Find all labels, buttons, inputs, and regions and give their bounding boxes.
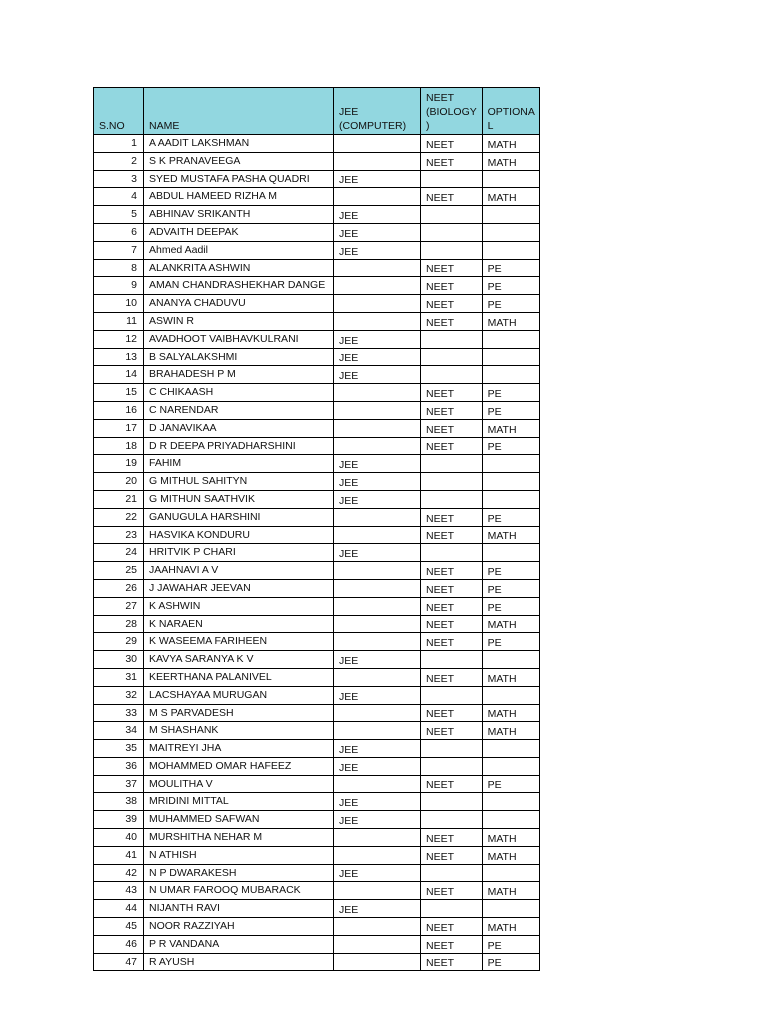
row-optional-cell <box>482 490 540 508</box>
row-jee-cell <box>334 846 421 864</box>
table-row <box>94 188 540 206</box>
row-optional-cell <box>482 473 540 491</box>
row-jee-cell <box>334 775 421 793</box>
row-optional-cell: PE <box>482 401 540 419</box>
row-neet-cell: NEET <box>421 579 483 597</box>
row-sno-cell: 8 <box>94 259 144 277</box>
row-neet-cell <box>421 793 483 811</box>
row-neet-cell <box>421 900 483 918</box>
row-optional-cell: PE <box>482 935 540 953</box>
row-name-cell: J JAWAHAR JEEVAN <box>144 579 334 597</box>
row-optional-cell <box>482 651 540 669</box>
row-jee-cell: JEE <box>334 757 421 775</box>
row-jee-cell <box>334 526 421 544</box>
header-name: NAME <box>144 88 334 135</box>
row-sno-cell: 9 <box>94 277 144 295</box>
row-jee-cell <box>334 277 421 295</box>
row-neet-cell <box>421 455 483 473</box>
row-optional-cell <box>482 366 540 384</box>
row-optional-cell: PE <box>482 597 540 615</box>
table-row <box>94 722 540 740</box>
row-name-cell: ABHINAV SRIKANTH <box>144 206 334 224</box>
row-name-cell: AVADHOOT VAIBHAVKULRANI <box>144 330 334 348</box>
row-neet-cell <box>421 811 483 829</box>
row-optional-cell <box>482 544 540 562</box>
table-row <box>94 508 540 526</box>
row-optional-cell: MATH <box>482 152 540 170</box>
row-neet-cell: NEET <box>421 562 483 580</box>
row-neet-cell: NEET <box>421 668 483 686</box>
table-row <box>94 579 540 597</box>
row-sno-cell: 33 <box>94 704 144 722</box>
row-sno-cell: 31 <box>94 668 144 686</box>
row-optional-cell <box>482 455 540 473</box>
row-sno-cell: 32 <box>94 686 144 704</box>
row-jee-cell <box>334 295 421 313</box>
row-neet-cell: NEET <box>421 401 483 419</box>
row-neet-cell: NEET <box>421 633 483 651</box>
row-optional-cell: MATH <box>482 846 540 864</box>
row-jee-cell: JEE <box>334 864 421 882</box>
row-sno-cell: 2 <box>94 152 144 170</box>
row-jee-cell <box>334 918 421 936</box>
row-jee-cell: JEE <box>334 490 421 508</box>
row-optional-cell: MATH <box>482 704 540 722</box>
row-optional-cell: PE <box>482 259 540 277</box>
row-sno-cell: 3 <box>94 170 144 188</box>
row-optional-cell: PE <box>482 775 540 793</box>
table-row <box>94 935 540 953</box>
table-row <box>94 526 540 544</box>
row-name-cell: MUHAMMED SAFWAN <box>144 811 334 829</box>
row-sno-cell: 26 <box>94 579 144 597</box>
row-sno-cell: 29 <box>94 633 144 651</box>
row-name-cell: MOULITHA V <box>144 775 334 793</box>
row-jee-cell <box>334 259 421 277</box>
table-row <box>94 348 540 366</box>
row-sno-cell: 1 <box>94 135 144 153</box>
row-optional-cell <box>482 241 540 259</box>
row-neet-cell <box>421 544 483 562</box>
row-name-cell: Ahmed Aadil <box>144 241 334 259</box>
row-name-cell: LACSHAYAA MURUGAN <box>144 686 334 704</box>
row-neet-cell: NEET <box>421 135 483 153</box>
row-jee-cell: JEE <box>334 348 421 366</box>
row-optional-cell <box>482 740 540 758</box>
row-jee-cell: JEE <box>334 686 421 704</box>
row-name-cell: C CHIKAASH <box>144 384 334 402</box>
row-neet-cell <box>421 206 483 224</box>
table-body <box>94 135 540 971</box>
row-name-cell: M SHASHANK <box>144 722 334 740</box>
row-jee-cell: JEE <box>334 651 421 669</box>
row-optional-cell: PE <box>482 437 540 455</box>
row-jee-cell <box>334 188 421 206</box>
row-name-cell: D R DEEPA PRIYADHARSHINI <box>144 437 334 455</box>
table-row <box>94 401 540 419</box>
row-name-cell: BRAHADESH P M <box>144 366 334 384</box>
row-neet-cell: NEET <box>421 526 483 544</box>
row-neet-cell: NEET <box>421 882 483 900</box>
table-row <box>94 419 540 437</box>
table-row <box>94 829 540 847</box>
row-name-cell: GANUGULA HARSHINI <box>144 508 334 526</box>
row-neet-cell <box>421 330 483 348</box>
row-sno-cell: 44 <box>94 900 144 918</box>
table-row <box>94 170 540 188</box>
row-optional-cell: PE <box>482 579 540 597</box>
row-sno-cell: 19 <box>94 455 144 473</box>
row-neet-cell: NEET <box>421 935 483 953</box>
row-neet-cell <box>421 170 483 188</box>
row-jee-cell <box>334 401 421 419</box>
row-neet-cell: NEET <box>421 918 483 936</box>
table-row <box>94 135 540 153</box>
row-name-cell: JAAHNAVI A V <box>144 562 334 580</box>
row-optional-cell: MATH <box>482 135 540 153</box>
table-row <box>94 704 540 722</box>
row-neet-cell <box>421 740 483 758</box>
row-neet-cell: NEET <box>421 384 483 402</box>
table-row <box>94 864 540 882</box>
row-sno-cell: 11 <box>94 312 144 330</box>
row-optional-cell <box>482 757 540 775</box>
row-name-cell: ADVAITH DEEPAK <box>144 223 334 241</box>
row-name-cell: MRIDINI MITTAL <box>144 793 334 811</box>
header-jee: JEE (COMPUTER) <box>334 88 421 135</box>
table-row <box>94 846 540 864</box>
row-sno-cell: 45 <box>94 918 144 936</box>
row-optional-cell: PE <box>482 508 540 526</box>
row-optional-cell: MATH <box>482 882 540 900</box>
row-sno-cell: 20 <box>94 473 144 491</box>
row-jee-cell <box>334 597 421 615</box>
row-optional-cell: PE <box>482 562 540 580</box>
row-sno-cell: 30 <box>94 651 144 669</box>
row-neet-cell: NEET <box>421 437 483 455</box>
table-row <box>94 918 540 936</box>
row-name-cell: ASWIN R <box>144 312 334 330</box>
row-name-cell: KAVYA SARANYA K V <box>144 651 334 669</box>
header-neet: NEET (BIOLOGY ) <box>421 88 483 135</box>
row-jee-cell: JEE <box>334 366 421 384</box>
row-optional-cell <box>482 686 540 704</box>
row-optional-cell: MATH <box>482 312 540 330</box>
student-table <box>93 87 540 971</box>
row-neet-cell: NEET <box>421 829 483 847</box>
row-jee-cell <box>334 633 421 651</box>
row-optional-cell <box>482 330 540 348</box>
row-jee-cell <box>334 562 421 580</box>
row-name-cell: P R VANDANA <box>144 935 334 953</box>
row-neet-cell: NEET <box>421 846 483 864</box>
row-neet-cell <box>421 366 483 384</box>
row-jee-cell: JEE <box>334 544 421 562</box>
row-jee-cell <box>334 615 421 633</box>
row-name-cell: SYED MUSTAFA PASHA QUADRI <box>144 170 334 188</box>
row-name-cell: M S PARVADESH <box>144 704 334 722</box>
row-neet-cell: NEET <box>421 419 483 437</box>
row-neet-cell <box>421 241 483 259</box>
row-jee-cell <box>334 953 421 971</box>
row-sno-cell: 4 <box>94 188 144 206</box>
row-sno-cell: 43 <box>94 882 144 900</box>
row-sno-cell: 10 <box>94 295 144 313</box>
row-jee-cell <box>334 579 421 597</box>
row-optional-cell: PE <box>482 277 540 295</box>
row-neet-cell: NEET <box>421 704 483 722</box>
row-sno-cell: 36 <box>94 757 144 775</box>
row-jee-cell: JEE <box>334 455 421 473</box>
table-row <box>94 206 540 224</box>
row-name-cell: C NARENDAR <box>144 401 334 419</box>
row-name-cell: G MITHUN SAATHVIK <box>144 490 334 508</box>
header-optional: OPTIONA L <box>482 88 540 135</box>
row-optional-cell <box>482 864 540 882</box>
row-neet-cell <box>421 686 483 704</box>
row-sno-cell: 23 <box>94 526 144 544</box>
table-row <box>94 811 540 829</box>
row-neet-cell <box>421 490 483 508</box>
row-neet-cell: NEET <box>421 295 483 313</box>
row-optional-cell <box>482 223 540 241</box>
table-header <box>94 88 540 135</box>
row-jee-cell <box>334 935 421 953</box>
row-jee-cell <box>334 437 421 455</box>
row-optional-cell: PE <box>482 295 540 313</box>
table-row <box>94 562 540 580</box>
row-name-cell: KEERTHANA PALANIVEL <box>144 668 334 686</box>
row-name-cell: HRITVIK P CHARI <box>144 544 334 562</box>
row-optional-cell: MATH <box>482 722 540 740</box>
row-neet-cell <box>421 757 483 775</box>
row-optional-cell <box>482 348 540 366</box>
row-optional-cell: MATH <box>482 829 540 847</box>
row-name-cell: AMAN CHANDRASHEKHAR DANGE <box>144 277 334 295</box>
row-jee-cell <box>334 704 421 722</box>
table-row <box>94 455 540 473</box>
table-row <box>94 277 540 295</box>
row-sno-cell: 25 <box>94 562 144 580</box>
row-sno-cell: 46 <box>94 935 144 953</box>
row-sno-cell: 7 <box>94 241 144 259</box>
row-jee-cell: JEE <box>334 170 421 188</box>
row-jee-cell: JEE <box>334 811 421 829</box>
row-neet-cell: NEET <box>421 722 483 740</box>
row-name-cell: MAITREYI JHA <box>144 740 334 758</box>
table-row <box>94 384 540 402</box>
row-neet-cell <box>421 223 483 241</box>
table-row <box>94 366 540 384</box>
row-jee-cell <box>334 135 421 153</box>
row-neet-cell <box>421 864 483 882</box>
table-row <box>94 473 540 491</box>
table-row <box>94 490 540 508</box>
row-jee-cell: JEE <box>334 473 421 491</box>
row-neet-cell: NEET <box>421 152 483 170</box>
row-neet-cell: NEET <box>421 953 483 971</box>
row-neet-cell <box>421 348 483 366</box>
row-sno-cell: 15 <box>94 384 144 402</box>
row-neet-cell: NEET <box>421 188 483 206</box>
row-jee-cell: JEE <box>334 241 421 259</box>
row-optional-cell: MATH <box>482 188 540 206</box>
row-jee-cell <box>334 508 421 526</box>
row-neet-cell: NEET <box>421 277 483 295</box>
row-name-cell: MURSHITHA NEHAR M <box>144 829 334 847</box>
table-row <box>94 900 540 918</box>
row-sno-cell: 35 <box>94 740 144 758</box>
row-jee-cell <box>334 668 421 686</box>
row-sno-cell: 42 <box>94 864 144 882</box>
row-jee-cell <box>334 152 421 170</box>
table-row <box>94 544 540 562</box>
row-name-cell: B SALYALAKSHMI <box>144 348 334 366</box>
row-optional-cell: MATH <box>482 668 540 686</box>
row-sno-cell: 13 <box>94 348 144 366</box>
row-name-cell: NOOR RAZZIYAH <box>144 918 334 936</box>
table-row <box>94 953 540 971</box>
table-row <box>94 295 540 313</box>
row-sno-cell: 18 <box>94 437 144 455</box>
row-neet-cell: NEET <box>421 508 483 526</box>
row-sno-cell: 21 <box>94 490 144 508</box>
row-neet-cell: NEET <box>421 312 483 330</box>
row-name-cell: K NARAEN <box>144 615 334 633</box>
row-jee-cell: JEE <box>334 330 421 348</box>
row-name-cell: ABDUL HAMEED RIZHA M <box>144 188 334 206</box>
row-optional-cell: PE <box>482 384 540 402</box>
row-jee-cell <box>334 882 421 900</box>
row-name-cell: S K PRANAVEEGA <box>144 152 334 170</box>
row-sno-cell: 40 <box>94 829 144 847</box>
table-row <box>94 651 540 669</box>
row-optional-cell <box>482 206 540 224</box>
table-row <box>94 882 540 900</box>
table-row <box>94 437 540 455</box>
row-name-cell: K WASEEMA FARIHEEN <box>144 633 334 651</box>
table-row <box>94 793 540 811</box>
row-neet-cell: NEET <box>421 615 483 633</box>
row-sno-cell: 16 <box>94 401 144 419</box>
row-jee-cell: JEE <box>334 793 421 811</box>
row-neet-cell: NEET <box>421 597 483 615</box>
row-name-cell: FAHIM <box>144 455 334 473</box>
table-row <box>94 757 540 775</box>
row-optional-cell <box>482 900 540 918</box>
row-sno-cell: 34 <box>94 722 144 740</box>
row-name-cell: ALANKRITA ASHWIN <box>144 259 334 277</box>
row-sno-cell: 5 <box>94 206 144 224</box>
row-optional-cell: MATH <box>482 419 540 437</box>
table-row <box>94 330 540 348</box>
row-optional-cell <box>482 170 540 188</box>
row-jee-cell <box>334 384 421 402</box>
row-name-cell: N P DWARAKESH <box>144 864 334 882</box>
header-row <box>94 88 540 135</box>
row-optional-cell: MATH <box>482 918 540 936</box>
table-row <box>94 241 540 259</box>
row-jee-cell <box>334 829 421 847</box>
row-name-cell: G MITHUL SAHITYN <box>144 473 334 491</box>
row-sno-cell: 24 <box>94 544 144 562</box>
row-neet-cell <box>421 651 483 669</box>
row-sno-cell: 47 <box>94 953 144 971</box>
row-sno-cell: 22 <box>94 508 144 526</box>
table-row <box>94 686 540 704</box>
row-optional-cell: PE <box>482 953 540 971</box>
row-name-cell: N ATHISH <box>144 846 334 864</box>
row-name-cell: MOHAMMED OMAR HAFEEZ <box>144 757 334 775</box>
row-sno-cell: 37 <box>94 775 144 793</box>
row-jee-cell: JEE <box>334 900 421 918</box>
table-row <box>94 597 540 615</box>
row-neet-cell: NEET <box>421 259 483 277</box>
row-jee-cell <box>334 419 421 437</box>
row-jee-cell: JEE <box>334 740 421 758</box>
table-row <box>94 615 540 633</box>
table-row <box>94 312 540 330</box>
row-name-cell: ANANYA CHADUVU <box>144 295 334 313</box>
row-name-cell: HASVIKA KONDURU <box>144 526 334 544</box>
row-sno-cell: 17 <box>94 419 144 437</box>
table-row <box>94 259 540 277</box>
row-name-cell: R AYUSH <box>144 953 334 971</box>
row-name-cell: N UMAR FAROOQ MUBARACK <box>144 882 334 900</box>
row-sno-cell: 39 <box>94 811 144 829</box>
row-optional-cell <box>482 811 540 829</box>
row-sno-cell: 12 <box>94 330 144 348</box>
table-row <box>94 152 540 170</box>
row-jee-cell: JEE <box>334 206 421 224</box>
row-jee-cell <box>334 722 421 740</box>
table-row <box>94 775 540 793</box>
table-row <box>94 668 540 686</box>
row-neet-cell <box>421 473 483 491</box>
row-optional-cell: MATH <box>482 526 540 544</box>
row-optional-cell: PE <box>482 633 540 651</box>
row-sno-cell: 6 <box>94 223 144 241</box>
row-neet-cell: NEET <box>421 775 483 793</box>
table-row <box>94 740 540 758</box>
row-sno-cell: 41 <box>94 846 144 864</box>
row-name-cell: D JANAVIKAA <box>144 419 334 437</box>
row-sno-cell: 38 <box>94 793 144 811</box>
row-name-cell: K ASHWIN <box>144 597 334 615</box>
row-sno-cell: 28 <box>94 615 144 633</box>
row-optional-cell <box>482 793 540 811</box>
table-row <box>94 223 540 241</box>
row-sno-cell: 14 <box>94 366 144 384</box>
row-name-cell: NIJANTH RAVI <box>144 900 334 918</box>
row-sno-cell: 27 <box>94 597 144 615</box>
row-optional-cell: MATH <box>482 615 540 633</box>
row-jee-cell: JEE <box>334 223 421 241</box>
header-sno: S.NO <box>94 88 144 135</box>
row-jee-cell <box>334 312 421 330</box>
table-row <box>94 633 540 651</box>
row-name-cell: A AADIT LAKSHMAN <box>144 135 334 153</box>
